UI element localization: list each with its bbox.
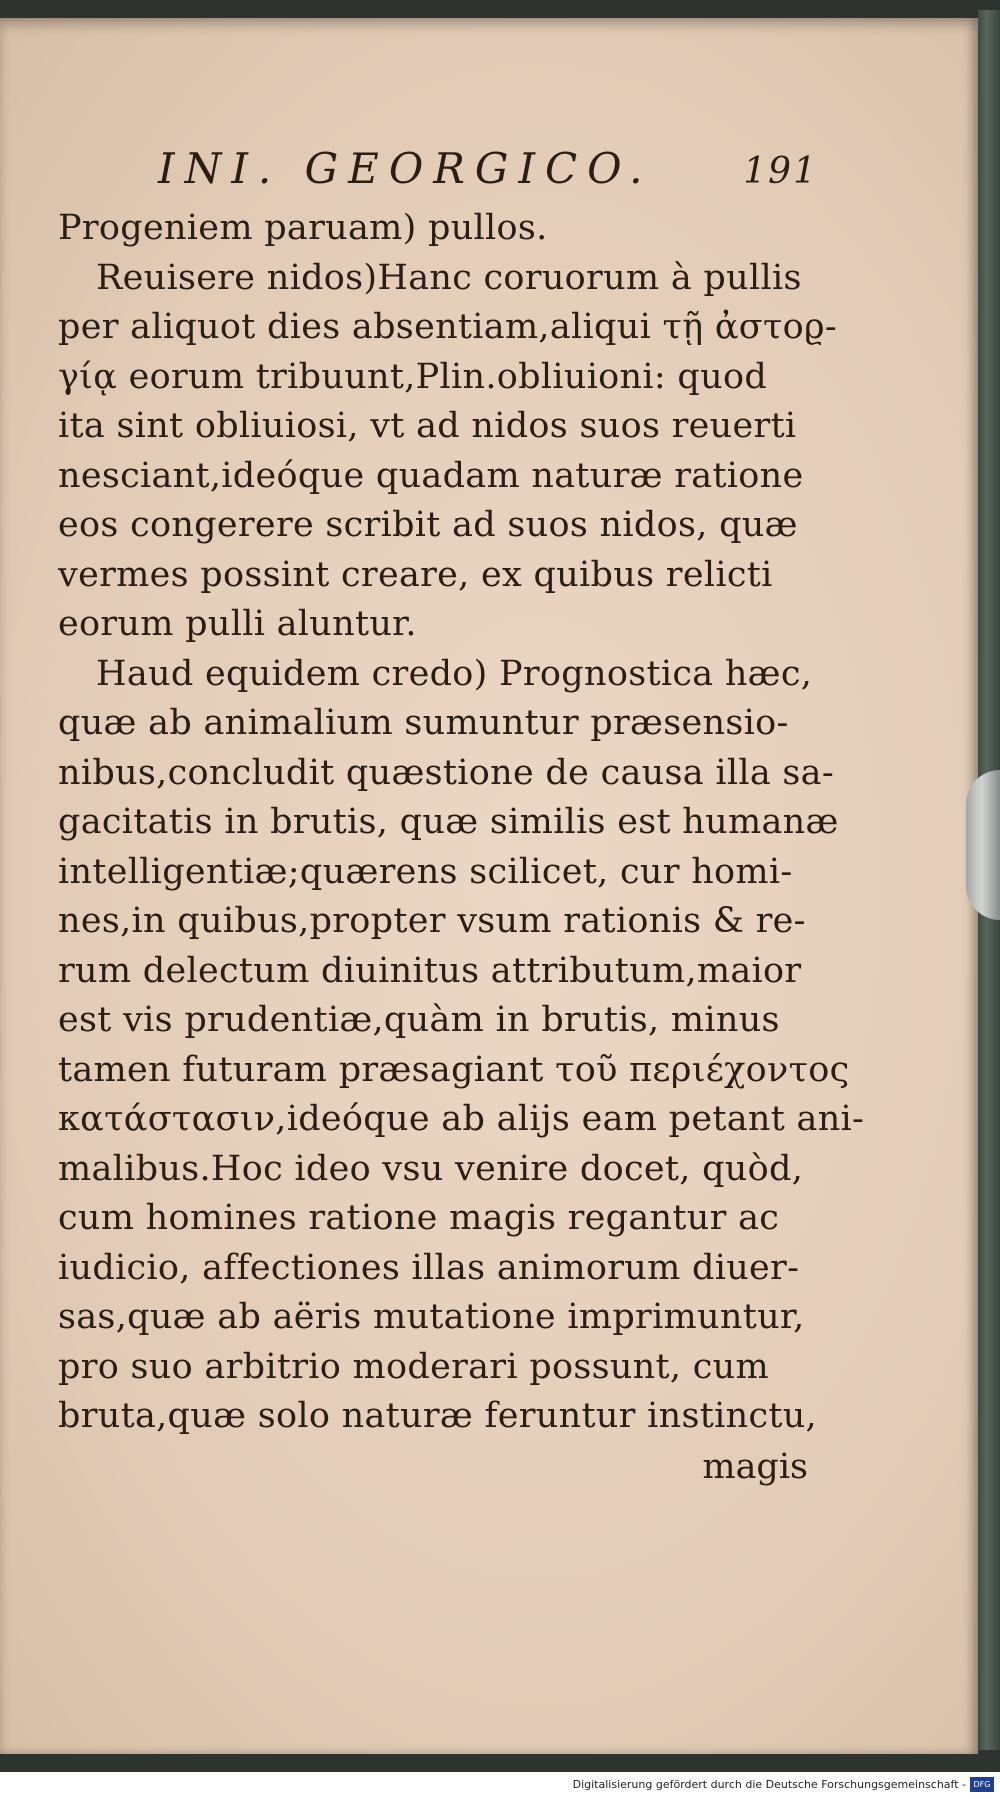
text-line: pro suo arbitrio moderari possunt, cum — [58, 1346, 769, 1387]
text-line: κατάστασιν,ideóque ab alijs eam petant ani- — [58, 1099, 865, 1139]
running-head — [158, 144, 818, 204]
book-page — [0, 18, 978, 1754]
text-line: malibus.Hoc ideo vsu venire docet, quòd, — [58, 1148, 804, 1189]
digitization-credit: Digitalisierung gefördert durch die Deutsche Forschungsgemeinschaft - — [572, 1778, 966, 1791]
body-text — [58, 204, 865, 1442]
text-line: vermes possint creare, ex quibus relicti — [58, 554, 773, 595]
page-number: 191 — [743, 151, 818, 192]
text-line: γίᾳ eorum tribuunt,Plin.obliuioni: quod — [58, 356, 768, 397]
text-line: Haud equidem credo) Prognostica hæc, — [96, 653, 813, 694]
text-line: iudicio, affectiones illas animorum diuer- — [58, 1247, 800, 1288]
text-line: rum delectum diuinitus attributum,maior — [58, 950, 802, 991]
text-line: cum homines ratione magis regantur ac — [58, 1198, 780, 1238]
text-line: nes,in quibus,propter vsum rationis & re- — [58, 901, 806, 941]
text-line: eos congerere scribit ad suos nidos, quæ — [58, 505, 798, 545]
text-line: intelligentiæ;quærens scilicet, cur homi- — [58, 851, 793, 892]
book-clasp — [966, 770, 1000, 920]
text-block — [58, 144, 865, 1492]
text-line: gacitatis in brutis, quæ similis est humanæ — [58, 802, 839, 842]
catchword: magis — [702, 1446, 808, 1487]
text-line: nibus,concludit quæstione de causa illa sa- — [58, 752, 834, 793]
dfg-logo: DFG — [970, 1777, 994, 1792]
text-line: est vis prudentiæ,quàm in brutis, minus — [58, 1000, 780, 1040]
text-line: eorum pulli aluntur. — [58, 604, 417, 644]
text-line: sas,quæ ab aëris mutatione imprimuntur, — [58, 1297, 805, 1337]
text-line: ita sint obliuiosi, vt ad nidos suos reuerti — [58, 406, 797, 446]
text-line: Progeniem paruam) pullos. — [58, 208, 548, 248]
text-line: Reuisere nidos)Hanc coruorum à pullis — [96, 257, 802, 298]
text-line: tamen futuram præsagiant τοῦ περιέχοντος — [58, 1049, 850, 1090]
text-line: nesciant,ideóque quadam naturæ ratione — [58, 455, 804, 496]
running-head-title: INI. GEORGICO. — [158, 144, 653, 193]
text-line: per aliquot dies absentiam,aliqui τῇ ἀστοϱ- — [58, 307, 838, 347]
text-line: quæ ab animalium sumuntur præsensio- — [58, 703, 789, 743]
text-line: bruta,quæ solo naturæ feruntur instinctu, — [58, 1396, 817, 1436]
